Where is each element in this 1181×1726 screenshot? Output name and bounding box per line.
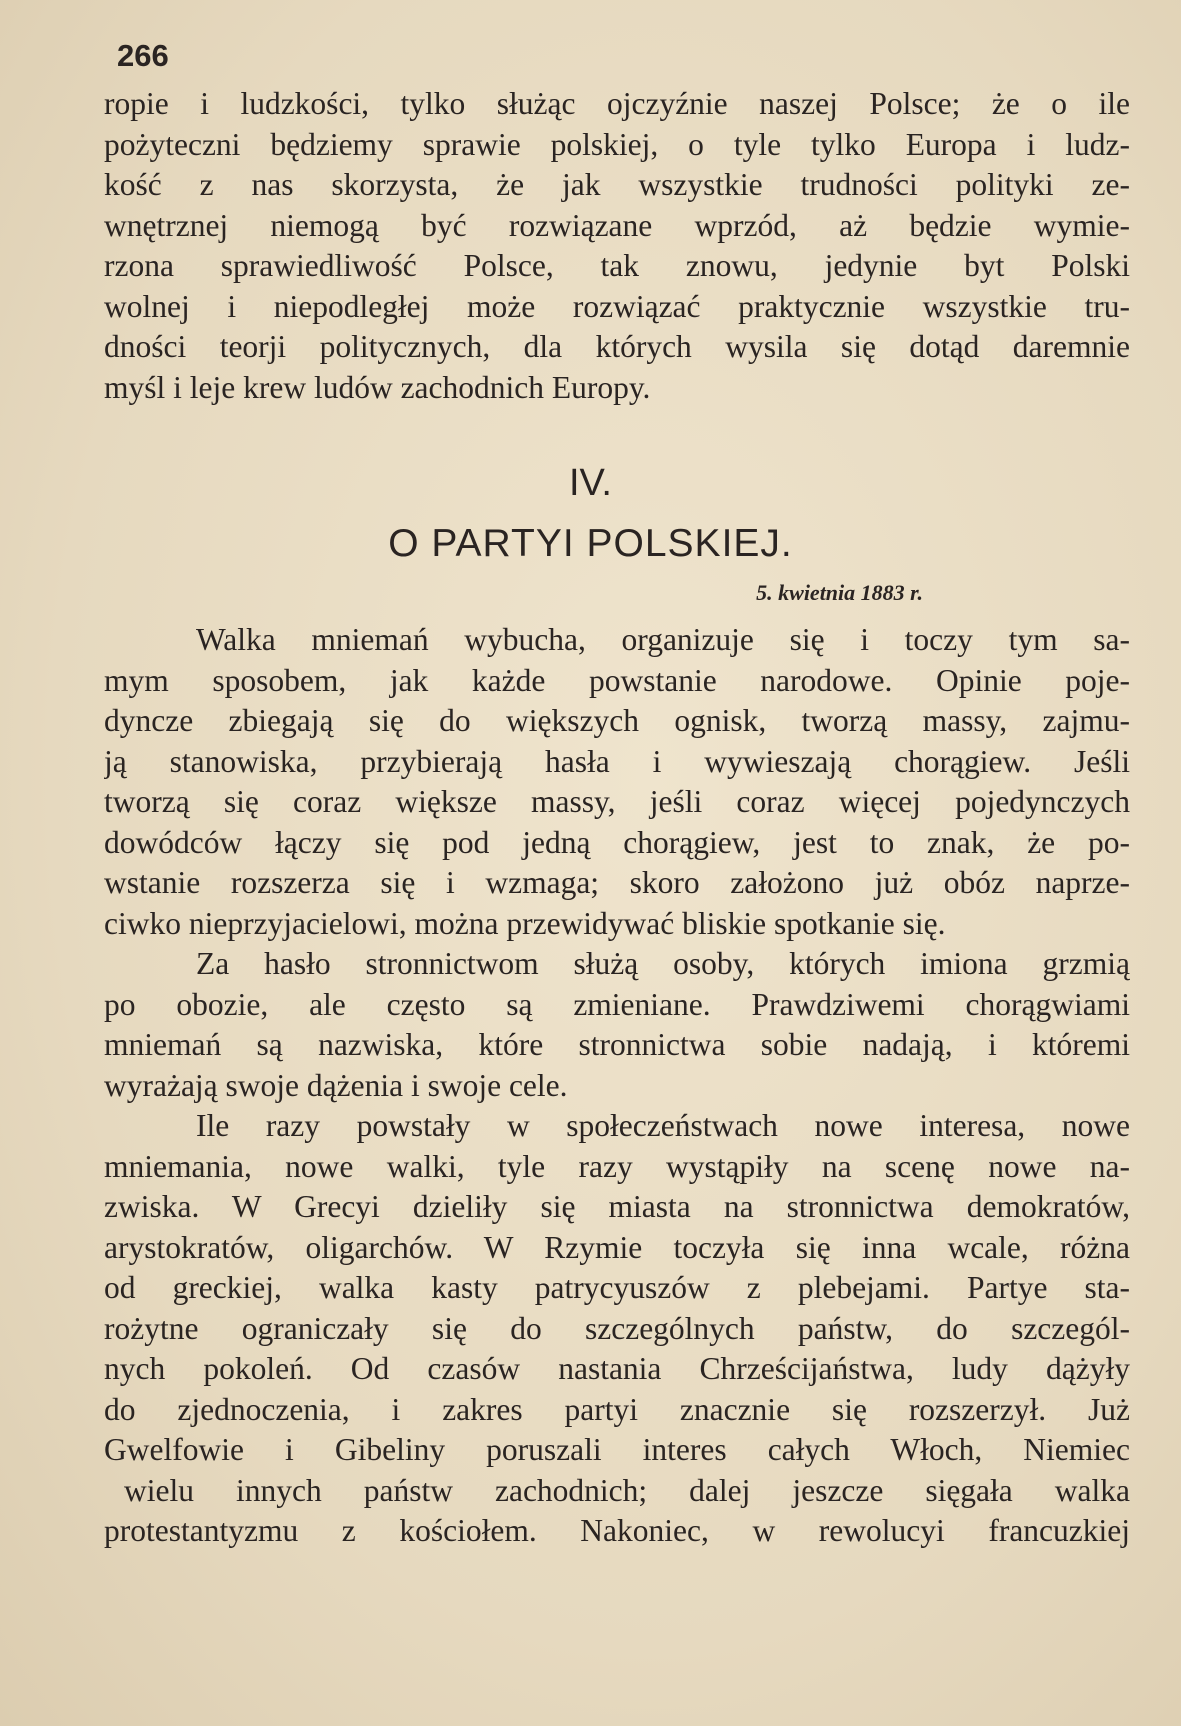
text-line: rożytne ograniczały się do szczególnych państw, do szczegól- xyxy=(104,1310,1130,1346)
text-line: Gwelfowie i Gibeliny poruszali interes całych Włoch, Niemiec xyxy=(104,1432,1130,1467)
text-line: od greckiej, walka kasty patrycyuszów z plebejami. Partye sta- xyxy=(104,1270,1130,1305)
text-line: nych pokoleń. Od czasów nastania Chrześcijaństwa, ludy dążyły xyxy=(104,1351,1130,1386)
text-line: myśl i leje krew ludów zachodnich Europy. xyxy=(104,369,651,405)
chapter-number: IV. xyxy=(569,462,612,504)
text-line: zwiska. W Grecyi dzieliły się miasta na stronnictwa demokratów, xyxy=(104,1189,1130,1224)
chapter-body xyxy=(104,620,1130,1552)
text-line: mniemań są nazwiska, które stronnictwa sobie nadają, i któremi xyxy=(104,1027,1130,1062)
text-line: wyrażają swoje dążenia i swoje cele. xyxy=(104,1067,568,1103)
chapter-date: 5. kwietnia 1883 r. xyxy=(756,580,923,605)
page-number: 266 xyxy=(117,38,169,73)
text-line: protestantyzmu z kościołem. Nakoniec, w rewolucyi francuzkiej xyxy=(104,1513,1130,1548)
text-line: dyncze zbiegają się do większych ognisk, tworzą massy, zajmu- xyxy=(104,703,1130,738)
text-line: wstanie rozszerza się i wzmaga; skoro założono już obóz naprze- xyxy=(104,865,1130,900)
text-line: wolnej i niepodległej może rozwiązać praktycznie wszystkie tru- xyxy=(104,288,1130,324)
text-line: mym sposobem, jak każde powstanie narodowe. Opinie poje- xyxy=(104,662,1130,698)
text-line: ciwko nieprzyjacielowi, można przewidywać bliskie spotkanie się. xyxy=(104,905,946,941)
text-line: wnętrznej niemogą być rozwiązane wprzód, aż będzie wymie- xyxy=(104,207,1130,243)
text-line: mniemania, nowe walki, tyle razy wystąpiły na scenę nowe na- xyxy=(104,1148,1130,1184)
paragraph-continuation xyxy=(104,84,1130,408)
text-line: dności teorji politycznych, dla których wysila się dotąd daremnie xyxy=(104,329,1130,364)
text-line: do zjednoczenia, i zakres partyi znacznie się rozszerzył. Już xyxy=(104,1391,1130,1427)
text-line: kość z nas skorzysta, że jak wszystkie trudności polityki ze- xyxy=(104,167,1130,202)
text-line: wielu innych państw zachodnich; dalej jeszcze sięgała walka xyxy=(124,1472,1130,1508)
text-line: ropie i ludzkości, tylko służąc ojczyźnie naszej Polsce; że o ile xyxy=(104,86,1130,121)
text-line: rzona sprawiedliwość Polsce, tak znowu, jedynie byt Polski xyxy=(104,248,1130,283)
text-line: Ile razy powstały w społeczeństwach nowe interesa, nowe xyxy=(196,1108,1130,1143)
text-line: pożyteczni będziemy sprawie polskiej, o tyle tylko Europa i ludz- xyxy=(104,126,1130,162)
text-line: po obozie, ale często są zmieniane. Prawdziwemi chorągwiami xyxy=(104,986,1130,1022)
text-line: tworzą się coraz większe massy, jeśli coraz więcej pojedynczych xyxy=(104,784,1130,819)
text-line: Walka mniemań wybucha, organizuje się i toczy tym sa- xyxy=(196,622,1130,657)
text-line: ją stanowiska, przybierają hasła i wywieszają chorągiew. Jeśli xyxy=(104,743,1130,779)
chapter-title: O PARTYI POLSKIEJ. xyxy=(388,522,793,565)
text-line: dowódców łączy się pod jedną chorągiew, jest to znak, że po- xyxy=(104,824,1130,860)
text-line: arystokratów, oligarchów. W Rzymie toczyła się inna wcale, różna xyxy=(104,1229,1130,1265)
text-line: Za hasło stronnictwom służą osoby, których imiona grzmią xyxy=(196,946,1130,981)
